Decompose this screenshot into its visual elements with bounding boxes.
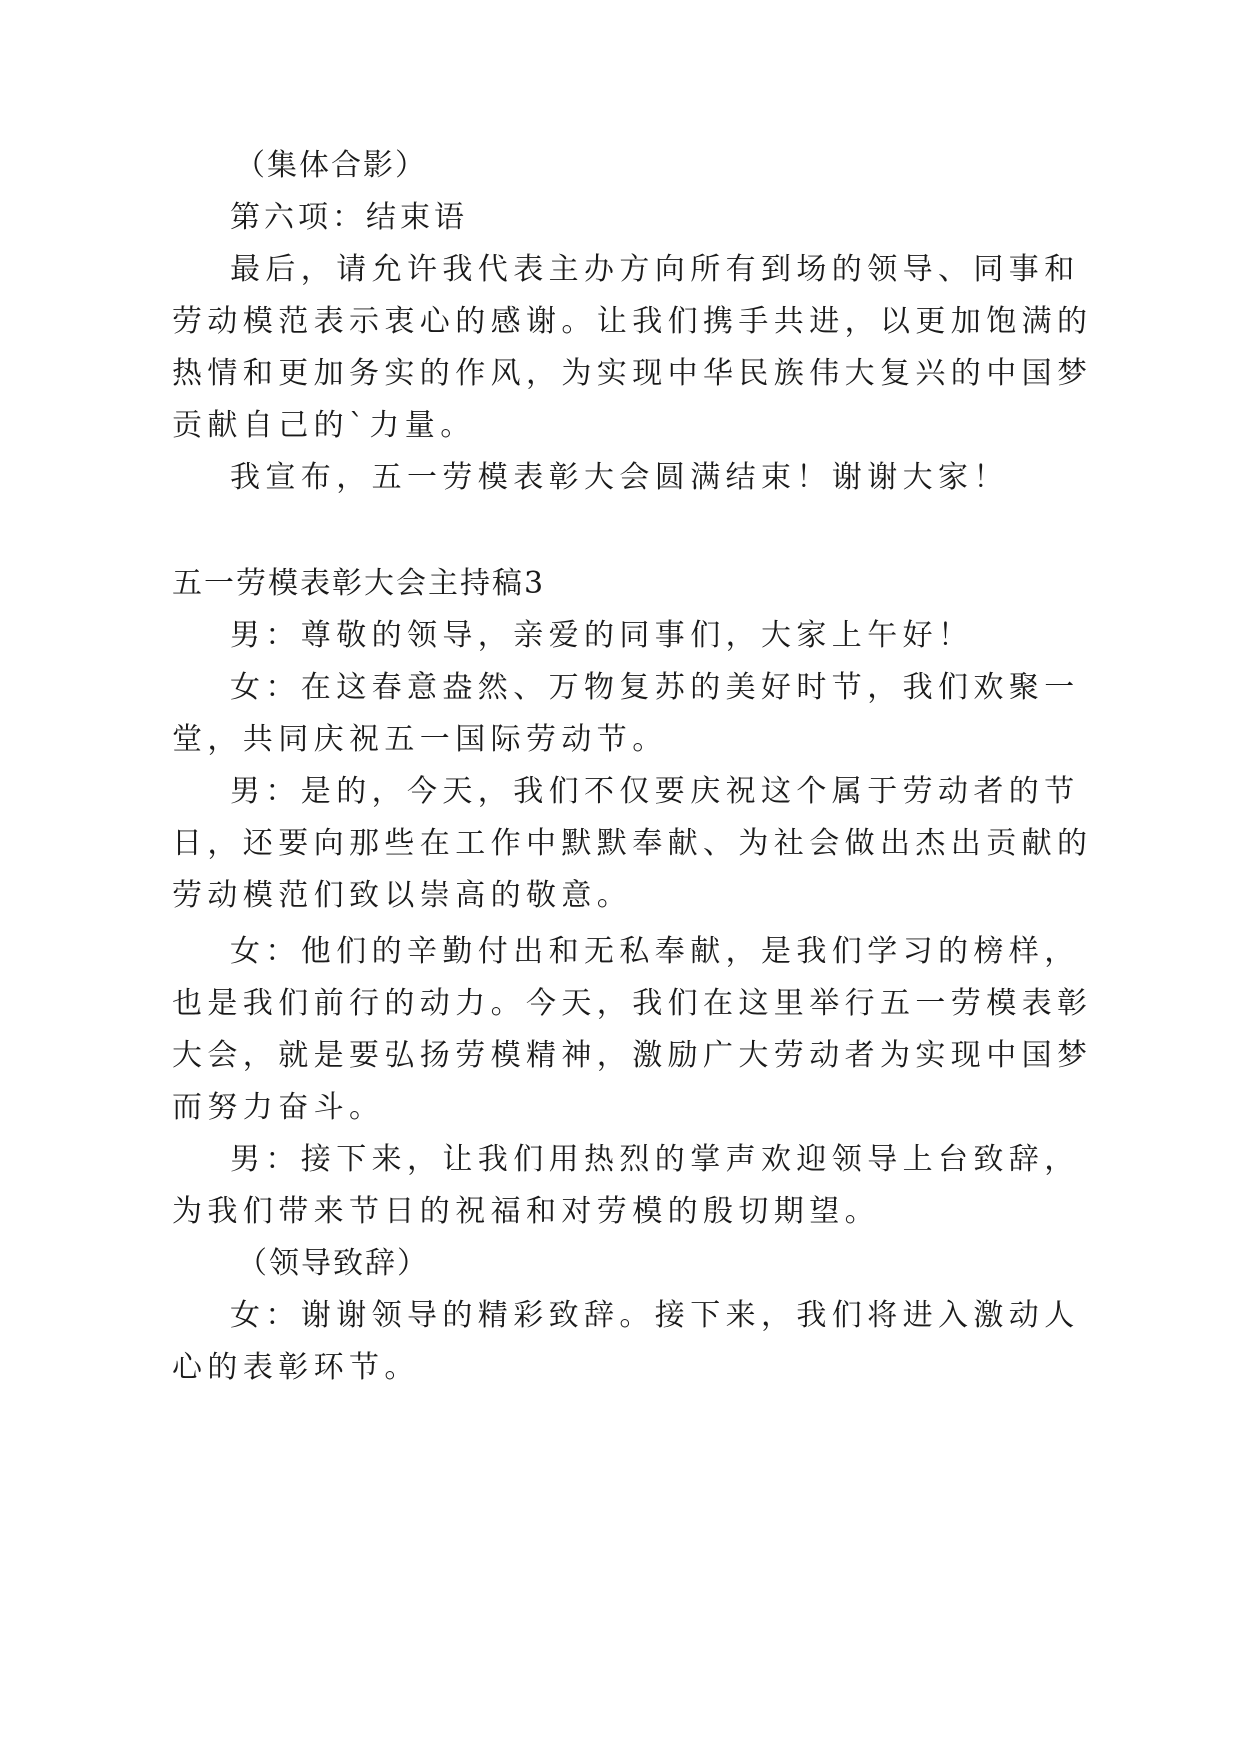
paragraph-line: 劳动模范们致以崇高的敬意。 — [172, 878, 633, 913]
paragraph-line: 也是我们前行的动力。今天，我们在这里举行五一劳模表彰 — [172, 986, 1093, 1021]
paragraph-line: 大会，就是要弘扬劳模精神，激励广大劳动者为实现中国梦 — [172, 1038, 1093, 1073]
paragraph-line: 劳动模范表示衷心的感谢。让我们携手共进，以更加饱满的 — [172, 304, 1093, 339]
paragraph-line: 男：是的，今天，我们不仅要庆祝这个属于劳动者的节 — [230, 774, 1080, 809]
paragraph-line: 为我们带来节日的祝福和对劳模的殷切期望。 — [172, 1194, 880, 1229]
paragraph-line: 热情和更加务实的作风，为实现中华民族伟大复兴的中国梦 — [172, 356, 1093, 391]
paragraph-line: 贡献自己的`力量。 — [172, 408, 476, 443]
stage-note-leader-speech: （领导致辞） — [237, 1246, 429, 1281]
paragraph-line: 男：尊敬的领导，亲爱的同事们，大家上午好！ — [230, 618, 974, 653]
paragraph-line: 男：接下来，让我们用热烈的掌声欢迎领导上台致辞， — [230, 1142, 1080, 1177]
paragraph-line: 日，还要向那些在工作中默默奉献、为社会做出杰出贡献的 — [172, 826, 1093, 861]
paragraph-line: 堂，共同庆祝五一国际劳动节。 — [172, 722, 668, 757]
stage-note-group-photo: （集体合影） — [235, 148, 427, 183]
paragraph-line: 最后，请允许我代表主办方向所有到场的领导、同事和 — [230, 252, 1080, 287]
paragraph-line: 我宣布，五一劳模表彰大会圆满结束！谢谢大家！ — [230, 460, 1009, 495]
paragraph-line: 心的表彰环节。 — [172, 1350, 420, 1385]
paragraph-line: 而努力奋斗。 — [172, 1090, 385, 1125]
document-title: 五一劳模表彰大会主持稿3 — [172, 566, 546, 601]
paragraph-line: 女：他们的辛勤付出和无私奉献，是我们学习的榜样， — [230, 934, 1080, 969]
section-heading-closing: 第六项：结束语 — [230, 200, 468, 235]
paragraph-line: 女：在这春意盎然、万物复苏的美好时节，我们欢聚一 — [230, 670, 1080, 705]
paragraph-line: 女：谢谢领导的精彩致辞。接下来，我们将进入激动人 — [230, 1298, 1080, 1333]
